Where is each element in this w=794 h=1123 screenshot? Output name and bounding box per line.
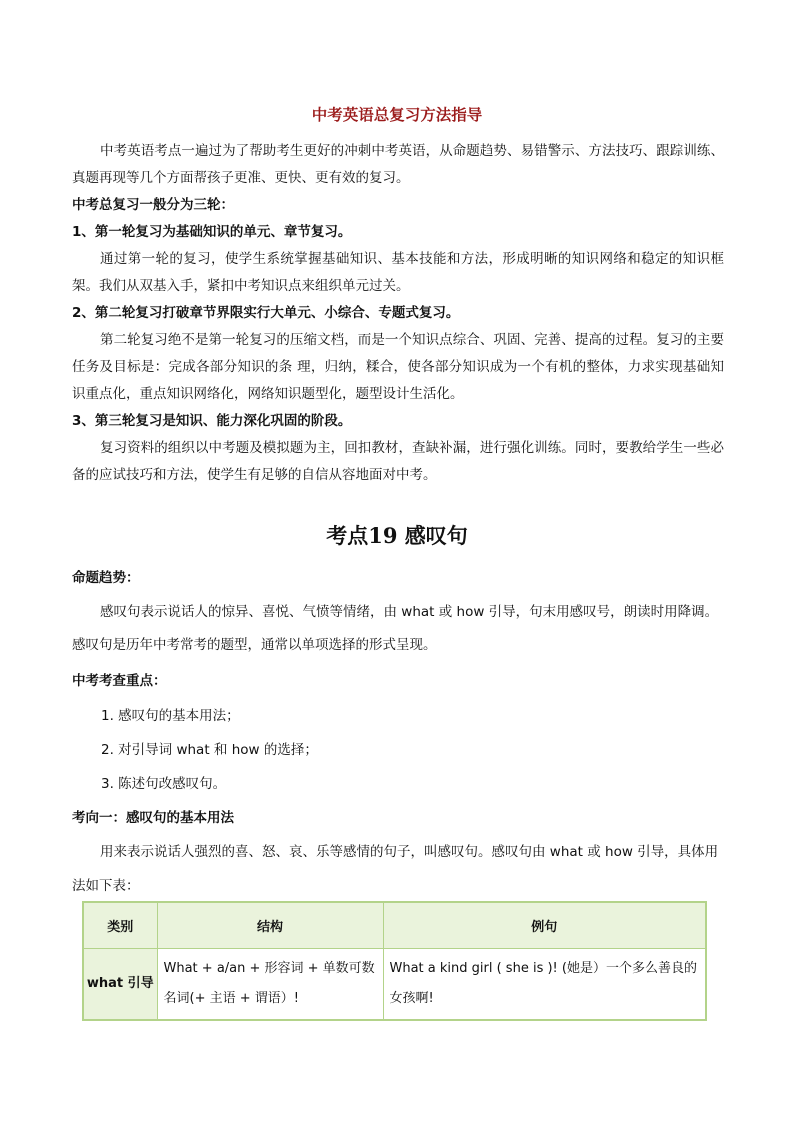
focus-item-3: 3. 陈述句改感叹句。 (101, 776, 227, 792)
round1-heading: 1、第一轮复习为基础知识的单元、章节复习。 (72, 224, 352, 240)
document-title: 中考英语总复习方法指导 (311, 106, 483, 124)
table-header-category: 类别 (83, 902, 157, 949)
usage-table (82, 901, 707, 1021)
round2-body: 第二轮复习绝不是第一轮复习的压缩文档，而是一个知识点综合、巩固、完善、提高的过程。复习的主要任务及目标是：完成各部分知识的条 理，归纳，糅合，使各部分知识成为一个有机的整体，力求实现基础知识重点化，重点知识网络化，网络知识题型化，题型设计生活化。 (72, 332, 724, 402)
direction1-label: 考向一：感叹句的基本用法 (72, 810, 234, 826)
table-cell-structure: What + a/an + 形容词 + 单数可数名词(+ 主语 + 谓语）! (157, 949, 383, 1021)
table-header-row (83, 902, 706, 949)
table-cell-category: what 引导 (83, 949, 157, 1021)
round2-heading: 2、第二轮复习打破章节界限实行大单元、小综合、专题式复习。 (72, 305, 460, 321)
focus-item-1: 1. 感叹句的基本用法； (101, 708, 240, 724)
focus-item-2: 2. 对引导词 what 和 how 的选择； (101, 742, 318, 758)
direction1-line-1: 用来表示说话人强烈的喜、怒、哀、乐等感情的句子，叫感叹句。感叹句由 what 或 how 引导，具体用 (100, 844, 719, 860)
table-header-example: 例句 (383, 902, 706, 949)
table-header-structure: 结构 (157, 902, 383, 949)
rounds-heading: 中考总复习一般分为三轮： (72, 197, 234, 213)
intro-paragraph: 中考英语考点一遍过为了帮助考生更好的冲刺中考英语，从命题趋势、易错警示、方法技巧、跟踪训练、真题再现等几个方面帮孩子更准、更快、更有效的复习。 (72, 143, 724, 186)
round3-heading: 3、第三轮复习是知识、能力深化巩固的阶段。 (72, 413, 352, 429)
direction1-line-2: 法如下表： (72, 878, 140, 894)
round3-body: 复习资料的组织以中考题及模拟题为主，回扣教材，查缺补漏，进行强化训练。同时，要教给学生一些必备的应试技巧和方法，使学生有足够的自信从容地面对中考。 (72, 440, 724, 483)
section-heading: 考点19 感叹句 (326, 523, 468, 548)
trend-line-1: 感叹句表示说话人的惊异、喜悦、气愤等情绪，由 what 或 how 引导，句末用感叹号，朗读时用降调。 (100, 604, 719, 620)
table-row (83, 949, 706, 1021)
trend-label: 命题趋势： (72, 570, 140, 586)
focus-label: 中考考查重点： (72, 673, 167, 689)
table-cell-example: What a kind girl ( she is )! (她是）一个多么善良的女孩啊! (383, 949, 706, 1021)
trend-line-2: 感叹句是历年中考常考的题型，通常以单项选择的形式呈现。 (72, 637, 437, 653)
round1-body: 通过第一轮的复习，使学生系统掌握基础知识、基本技能和方法，形成明晰的知识网络和稳定的知识框架。我们从双基入手，紧扣中考知识点来组织单元过关。 (72, 251, 724, 294)
